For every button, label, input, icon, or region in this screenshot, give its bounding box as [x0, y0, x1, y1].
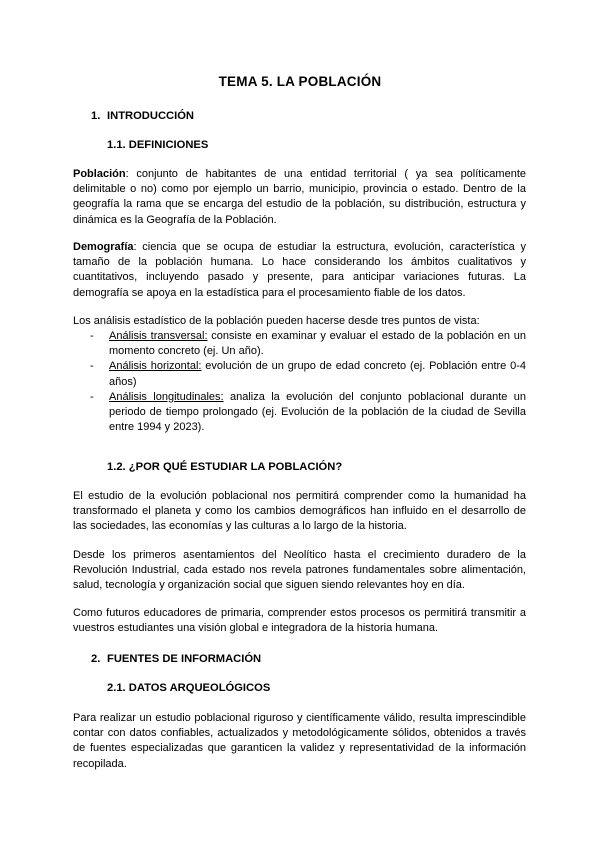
term-analisis-transversal: Análisis transversal:	[109, 330, 208, 342]
paragraph-neolitico: Desde los primeros asentamientos del Neolítico hasta el crecimiento duradero de la Revolución Industrial, cada estado nos revela patrones fundamentales sobre alimentación, salud, tecnología y organización social que siguen siendo relevantes hoy en día.	[73, 549, 526, 592]
paragraph-estudio: El estudio de la evolución poblacional nos permitirá comprender como la humanidad ha transformado el planeta y como los cambios demográficos han influido en el desarrollo de las sociedades, las economías y las culturas a lo largo de la historia.	[73, 490, 526, 533]
document-title: TEMA 5. LA POBLACIÓN	[218, 74, 382, 89]
section-heading-introduccion	[91, 110, 194, 122]
paragraph-poblacion	[73, 167, 526, 228]
list-dash: -	[90, 360, 94, 373]
section-heading-fuentes	[91, 653, 261, 665]
subsection-heading-por-que: 1.2. ¿POR QUÉ ESTUDIAR LA POBLACIÓN?	[107, 461, 343, 473]
list-item	[73, 329, 526, 359]
term-poblacion: Población	[73, 168, 126, 180]
section-number: 2.	[91, 653, 101, 665]
paragraph-educadores: Como futuros educadores de primaria, comprender estos procesos os permitirá transmitir a vuestros estudiantes una visión global e integradora de la historia humana.	[73, 607, 526, 635]
paragraph-analisis-intro: Los análisis estadístico de la población pueden hacerse desde tres puntos de vista:	[73, 315, 480, 327]
analisis-list	[73, 329, 526, 435]
list-item-text: consiste en examinar y evaluar el estado de la población en un momento concreto (ej. Un año).	[109, 330, 526, 358]
list-dash: -	[90, 330, 94, 342]
definition-poblacion: : conjunto de habitantes de una entidad territorial ( ya sea políticamente delimitable o no) como por ejemplo un barrio, municipio, provincia o estado. Dentro de la geografía la rama que se encarga del estudio de la población, su distribución, estructura y dinámica es la Geografía de la Población.	[73, 168, 526, 226]
list-item	[73, 359, 526, 389]
list-item-text: evolución de un grupo de edad concreto (ej. Población entre 0-4 años)	[109, 360, 526, 388]
list-item-text: analiza la evolución del conjunto poblacional durante un periodo de tiempo prolongado (ej. Evolución de la población de la ciudad de Sevilla entre 1994 y 2023).	[109, 390, 527, 434]
definition-demografia: : ciencia que se ocupa de estudiar la estructura, evolución, característica y tamaño de la población humana. Lo hace considerando los ámbitos cualitativos y cuantitativos, incluyendo pasado y presente, para anticipar variaciones futuras. La demografía se apoya en la estadística para el procesamiento fiable de los datos.	[73, 241, 526, 299]
section-number: 1.	[91, 110, 101, 122]
term-analisis-longitudinales: Análisis longitudinales:	[109, 390, 224, 403]
section-label: INTRODUCCIÓN	[107, 110, 195, 122]
list-item	[73, 390, 526, 436]
list-dash: -	[90, 390, 94, 403]
section-label: FUENTES DE INFORMACIÓN	[107, 653, 262, 665]
term-demografia: Demografía	[73, 241, 134, 253]
term-analisis-horizontal: Análisis horizontal:	[109, 360, 202, 373]
paragraph-demografia	[73, 240, 526, 301]
paragraph-fuentes: Para realizar un estudio poblacional riguroso y científicamente válido, resulta imprescindible contar con datos confiables, actualizados y metodológicamente sólidos, obtenidos a través de fuentes especializadas que garanticen la validez y representatividad de la información recopilada.	[73, 712, 526, 770]
subsection-heading-definiciones: 1.1. DEFINICIONES	[107, 139, 209, 151]
subsection-heading-datos-arqueologicos: 2.1. DATOS ARQUEOLÓGICOS	[107, 682, 271, 694]
